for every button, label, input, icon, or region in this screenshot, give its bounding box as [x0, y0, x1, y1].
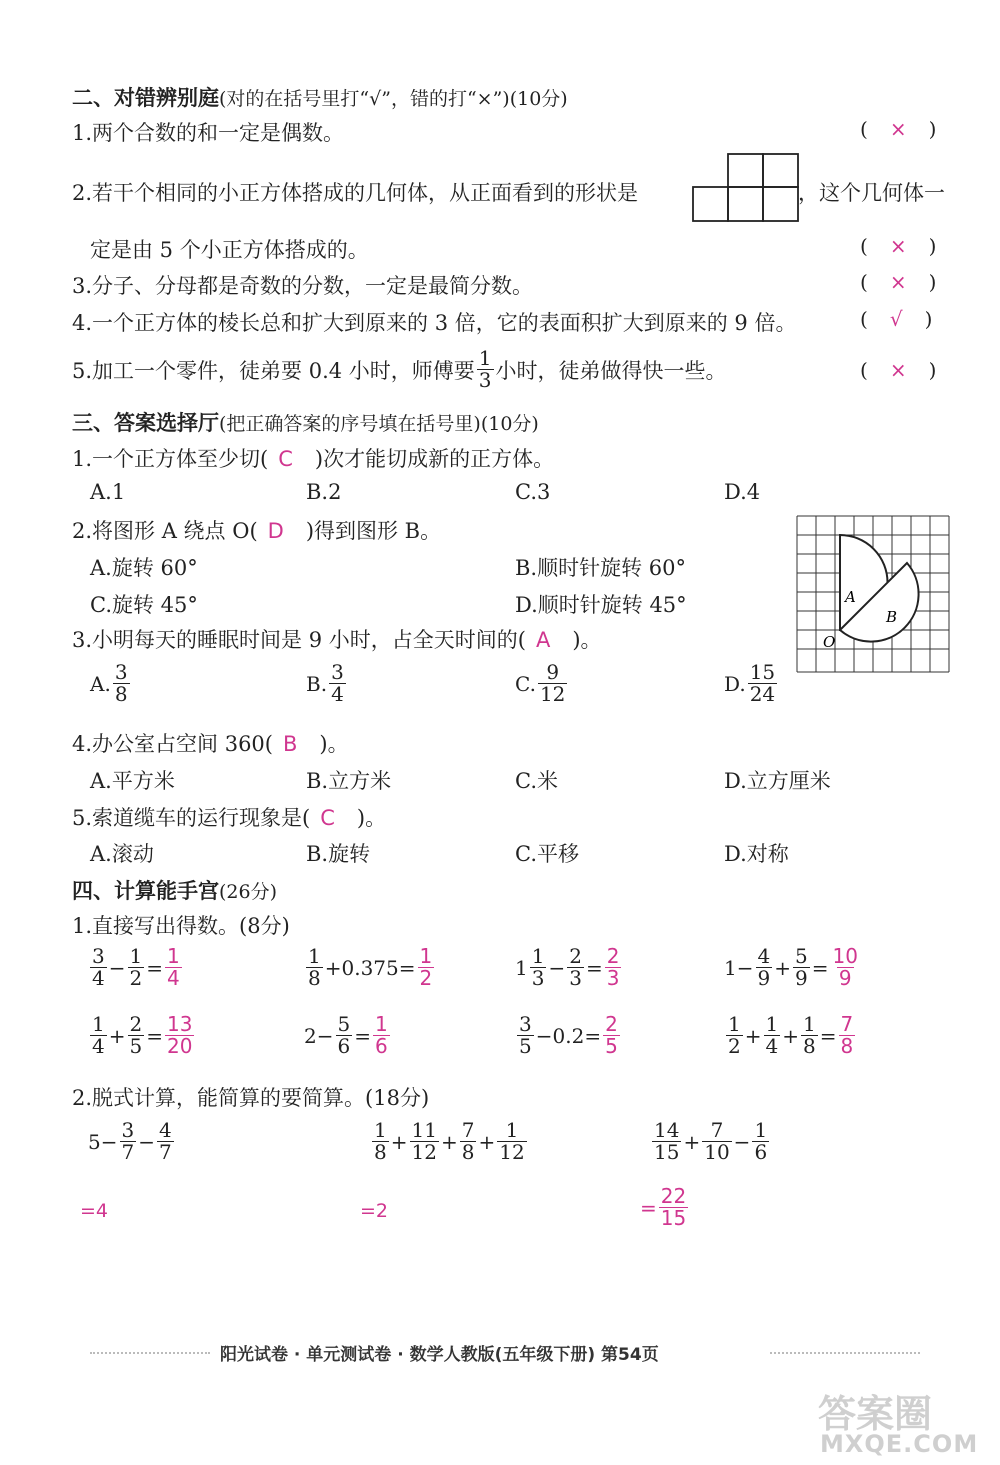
- s3-q5-text-b: )。: [356, 806, 387, 830]
- s3-q5-answer: C: [320, 806, 335, 830]
- num: 2: [605, 1012, 618, 1036]
- frac: [756, 946, 773, 989]
- s3-question-2: [72, 515, 441, 545]
- den: 8: [803, 1034, 816, 1058]
- decimal: 0.375: [341, 955, 399, 980]
- decimal: 0.2: [552, 1023, 585, 1048]
- frac: [460, 1120, 477, 1163]
- den: 6: [375, 1034, 388, 1058]
- s3-q2-text-b: )得到图形 B。: [305, 519, 442, 543]
- s3-q5-opt-b: B.旋转: [306, 842, 371, 866]
- label-o: O: [823, 633, 836, 651]
- num: 1: [374, 1118, 387, 1142]
- s2-q5-num: 1: [478, 346, 492, 370]
- num: 9: [546, 660, 560, 684]
- calc-g: $\frac{3}{5}$ − 0.2 = $\frac{2}{5}$: [519, 1012, 618, 1058]
- num: 1: [765, 1012, 779, 1036]
- s2-q5-text-a: 5.加工一个零件，徒弟要 0.4 小时，师傅要: [72, 358, 475, 383]
- s2-question-4: 4.一个正方体的棱长总和扩大到原来的 3 倍，它的表面积扩大到原来的 9 倍。: [72, 311, 797, 335]
- s3-q4-text-b: )。: [319, 732, 349, 756]
- opt-letter: D.: [724, 671, 746, 696]
- s2-question-5: [72, 348, 727, 391]
- num: 2: [569, 944, 582, 968]
- s3-q1-opt-d: D.4: [724, 480, 761, 504]
- s3-q2-opt-b: B.顺时针旋转 60°: [515, 556, 687, 580]
- section-4-title: 四、计算能手宫: [72, 879, 219, 903]
- s3-q5-text-a: 5.索道缆车的运行现象是(: [72, 806, 311, 830]
- problem-2: $\frac{1}{8}$ + $\frac{11}{12}$ + $\frac{7}{8}$ + $\frac{1}{12}$: [374, 1118, 525, 1164]
- num: 1: [308, 944, 321, 968]
- den: 6: [337, 1034, 351, 1058]
- section-4-note: (26分): [219, 881, 278, 903]
- rotation-figure: [795, 514, 953, 676]
- num: 3: [519, 1012, 532, 1036]
- footer-dots-right: [770, 1352, 920, 1354]
- frac: [726, 1014, 743, 1057]
- frac: [801, 1014, 818, 1057]
- num: 15: [749, 660, 776, 684]
- calc-e: $\frac{1}{4}$ + $\frac{2}{5}$ = $\frac{13}{20}$: [92, 1012, 193, 1058]
- whole: 1: [724, 955, 737, 980]
- whole: 2: [304, 1023, 317, 1048]
- s3-q1-answer: C: [278, 447, 293, 471]
- label-a: A: [845, 588, 856, 606]
- frac: [652, 1120, 681, 1163]
- frac: [128, 1014, 145, 1057]
- den: 8: [461, 1140, 475, 1164]
- den: 2: [728, 1034, 741, 1058]
- watermark-logo: 答案圈: [818, 1392, 933, 1436]
- s2-answer-2: ( × ): [860, 234, 937, 258]
- s3-q2-opt-d: D.顺时针旋转 45°: [515, 593, 687, 617]
- s3-q3-opt-b: [306, 662, 348, 705]
- section-2-note: (对的在括号里打“√”，错的打“×”)(10分): [219, 88, 568, 110]
- num: 4: [159, 1118, 172, 1142]
- s2-mark-2: ×: [889, 234, 907, 258]
- s2-q5-fraction: [477, 348, 494, 391]
- num: 13: [167, 1012, 193, 1036]
- s3-q4-opt-c: C.米: [515, 769, 558, 793]
- den: 8: [840, 1034, 854, 1058]
- frac: [410, 1120, 439, 1163]
- whole: 5: [88, 1129, 101, 1154]
- calc-b: $\frac{1}{8}$ + 0.375 = $\frac{1}{2}$: [308, 944, 433, 990]
- answer-frac: [418, 946, 435, 989]
- s2-answer-5: ( × ): [860, 358, 937, 382]
- num: 1: [167, 944, 180, 968]
- label-b: B: [886, 608, 898, 626]
- num: 5: [337, 1012, 351, 1036]
- s3-question-5: [72, 802, 386, 832]
- problem-2-answer: =2: [360, 1200, 389, 1222]
- s2-mark-3: ×: [889, 270, 907, 294]
- den: 2: [419, 966, 433, 990]
- s3-question-4: [72, 728, 349, 758]
- s3-q1-opt-a: A.1: [90, 480, 126, 504]
- calc-h: $\frac{1}{2}$ + $\frac{1}{4}$ + $\frac{1}{8}$ = $\frac{7}{8}$: [728, 1012, 854, 1058]
- s3-q2-opt-c: C.旋转 45°: [90, 593, 198, 617]
- num: 1: [531, 944, 545, 968]
- frac: [497, 1120, 526, 1163]
- den: 3: [531, 966, 545, 990]
- answer-frac: [603, 1014, 620, 1057]
- den: 12: [499, 1140, 525, 1164]
- den: 24: [749, 682, 776, 706]
- opt-fraction: [538, 662, 567, 705]
- s3-q4-opt-b: B.立方米: [306, 769, 392, 793]
- frac: [793, 946, 810, 989]
- section-3-heading: [72, 407, 539, 437]
- den: 4: [765, 1034, 779, 1058]
- s3-q3-answer: A: [535, 628, 551, 652]
- num: 5: [795, 944, 808, 968]
- s2-answer-1: ( × ): [860, 117, 937, 141]
- opt-fraction: [113, 662, 130, 705]
- problem-1-answer: =4: [80, 1200, 109, 1222]
- frac: [372, 1120, 389, 1163]
- num: 7: [710, 1118, 724, 1142]
- answer-frac: [165, 946, 182, 989]
- section-3-title: 三、答案选择厅: [72, 411, 219, 435]
- s3-q3-text-b: )。: [572, 628, 602, 652]
- num: 1: [129, 944, 143, 968]
- den: 9: [795, 966, 808, 990]
- opt-letter: A.: [90, 671, 111, 696]
- num: 2: [606, 944, 620, 968]
- den: 4: [92, 1034, 105, 1058]
- s3-q3-opt-d: [724, 662, 779, 705]
- s3-q1-opt-b: B.2: [306, 480, 342, 504]
- calc-c: 1 $\frac{1}{3}$ − $\frac{2}{3}$ = $\frac{2}{3}$: [515, 944, 620, 990]
- num: 7: [461, 1118, 475, 1142]
- frac: [764, 1014, 781, 1057]
- s3-q4-opt-d: D.立方厘米: [724, 769, 831, 793]
- num: 3: [114, 660, 128, 684]
- num: 3: [331, 660, 344, 684]
- num: 1: [505, 1118, 519, 1142]
- s3-q3-opt-a: [90, 662, 132, 705]
- watermark-url: MXQE.COM: [820, 1430, 979, 1458]
- s2-mark-4: √: [889, 307, 903, 331]
- problem-1: 5 − $\frac{3}{7}$ − $\frac{4}{7}$: [88, 1118, 172, 1164]
- s3-q1-text-b: )次才能切成新的正方体。: [314, 447, 555, 471]
- s2-answer-4: ( √ ): [860, 307, 933, 331]
- answer-frac: [605, 946, 622, 989]
- frac: [157, 1120, 174, 1163]
- whole: 1: [515, 955, 528, 980]
- s3-question-3: [72, 624, 602, 654]
- s3-q4-opt-a: A.平方米: [90, 769, 175, 793]
- frac: [752, 1120, 769, 1163]
- num: 1: [375, 1012, 388, 1036]
- calc-d: 1 − $\frac{4}{9}$ + $\frac{5}{9}$ = $\frac{10}{9}$: [724, 944, 858, 990]
- answer-frac: [659, 1186, 688, 1229]
- den: 12: [411, 1140, 437, 1164]
- num: 14: [654, 1118, 680, 1142]
- den: 12: [539, 682, 566, 706]
- section-2-heading: [72, 82, 568, 112]
- den: 3: [569, 966, 582, 990]
- s2-question-2b: ，这个几何体一: [798, 181, 945, 205]
- s3-q1-text-a: 1.一个正方体至少切(: [72, 447, 269, 471]
- den: 4: [331, 682, 344, 706]
- den: 6: [754, 1140, 768, 1164]
- den: 4: [167, 966, 180, 990]
- page-footer: 阳光试卷 · 单元测试卷 · 数学人教版(五年级下册) 第54页: [220, 1345, 659, 1365]
- s3-q2-text-a: 2.将图形 A 绕点 O(: [72, 519, 258, 543]
- s2-question-2a: 2.若干个相同的小正方体搭成的几何体，从正面看到的形状是: [72, 181, 639, 205]
- den: 9: [757, 966, 771, 990]
- s2-question-1: 1.两个合数的和一定是偶数。: [72, 121, 345, 145]
- num: 1: [728, 1012, 741, 1036]
- opt-letter: B.: [306, 671, 328, 696]
- den: 5: [129, 1034, 143, 1058]
- den: 8: [308, 966, 321, 990]
- s3-q4-answer: B: [283, 732, 298, 756]
- den: 3: [606, 966, 620, 990]
- s2-question-2c: 定是由 5 个小正方体搭成的。: [90, 238, 369, 262]
- answer-frac: [839, 1014, 856, 1057]
- frac: [517, 1014, 534, 1057]
- num: 1: [419, 944, 433, 968]
- s4-question-1: 1.直接写出得数。(8分): [72, 914, 290, 938]
- num: 1: [92, 1012, 105, 1036]
- problem-3: $\frac{14}{15}$ + $\frac{7}{10}$ − $\frac{1}{6}$: [654, 1118, 768, 1164]
- num: 7: [840, 1012, 854, 1036]
- den: 8: [374, 1140, 387, 1164]
- den: 8: [114, 682, 128, 706]
- den: 15: [660, 1206, 687, 1230]
- frac: [128, 946, 145, 989]
- calc-a: $\frac{3}{4}$ − $\frac{1}{2}$ = $\frac{1}{4}$: [92, 944, 180, 990]
- calc-f: 2 − $\frac{5}{6}$ = $\frac{1}{6}$: [304, 1012, 388, 1058]
- s3-q5-opt-a: A.滚动: [90, 842, 154, 866]
- num: 1: [803, 1012, 816, 1036]
- num: 22: [660, 1184, 687, 1208]
- den: 7: [121, 1140, 135, 1164]
- s3-q5-opt-c: C.平移: [515, 842, 579, 866]
- num: 2: [129, 1012, 143, 1036]
- s3-q4-text-a: 4.办公室占空间 360(: [72, 732, 273, 756]
- answer-frac: [831, 946, 860, 989]
- s3-q1-opt-c: C.3: [515, 480, 551, 504]
- s2-q5-text-b: 小时，徒弟做得快一些。: [495, 358, 727, 383]
- section-4-heading: [72, 875, 277, 905]
- footer-dots-left: [90, 1352, 210, 1354]
- s3-q3-text-a: 3.小明每天的睡眠时间是 9 小时，占全天时间的(: [72, 628, 526, 652]
- s3-q3-opt-c: [515, 662, 569, 705]
- frac: [90, 946, 107, 989]
- s2-mark-1: ×: [889, 117, 907, 141]
- s4-question-2: 2.脱式计算，能简算的要简算。(18分): [72, 1086, 430, 1110]
- frac: [90, 1014, 107, 1057]
- num: 1: [754, 1118, 768, 1142]
- den: 9: [838, 966, 852, 990]
- num: 10: [832, 944, 858, 968]
- answer-frac: [165, 1014, 194, 1057]
- frac: [702, 1120, 731, 1163]
- den: 10: [704, 1140, 730, 1164]
- answer-frac: [373, 1014, 390, 1057]
- frac: [336, 1014, 353, 1057]
- frac: [306, 946, 323, 989]
- opt-fraction: [329, 662, 346, 705]
- s3-question-1: [72, 443, 554, 473]
- s3-q5-opt-d: D.对称: [724, 842, 789, 866]
- opt-letter: C.: [515, 671, 536, 696]
- section-3-note: (把正确答案的序号填在括号里)(10分): [219, 413, 539, 435]
- problem-3-answer: = $\frac{22}{15}$: [640, 1184, 687, 1230]
- den: 20: [167, 1034, 193, 1058]
- num: 11: [411, 1118, 437, 1142]
- den: 15: [654, 1140, 680, 1164]
- num: 3: [92, 944, 105, 968]
- den: 4: [92, 966, 105, 990]
- s2-question-3: 3.分子、分母都是奇数的分数，一定是最简分数。: [72, 274, 534, 298]
- num: 4: [757, 944, 771, 968]
- s2-answer-3: ( × ): [860, 270, 937, 294]
- den: 2: [129, 966, 143, 990]
- frac: [567, 946, 584, 989]
- s2-q5-den: 3: [478, 368, 492, 392]
- section-2-title: 二、对错辨别庭: [72, 86, 219, 110]
- opt-fraction: [748, 662, 777, 705]
- den: 5: [605, 1034, 618, 1058]
- s3-q2-answer: D: [267, 519, 284, 543]
- s3-q2-opt-a: A.旋转 60°: [90, 556, 198, 580]
- den: 5: [519, 1034, 532, 1058]
- den: 7: [159, 1140, 172, 1164]
- s2-mark-5: ×: [889, 358, 907, 382]
- frac: [120, 1120, 137, 1163]
- num: 3: [121, 1118, 135, 1142]
- front-view-shape: [692, 153, 800, 223]
- frac: [530, 946, 547, 989]
